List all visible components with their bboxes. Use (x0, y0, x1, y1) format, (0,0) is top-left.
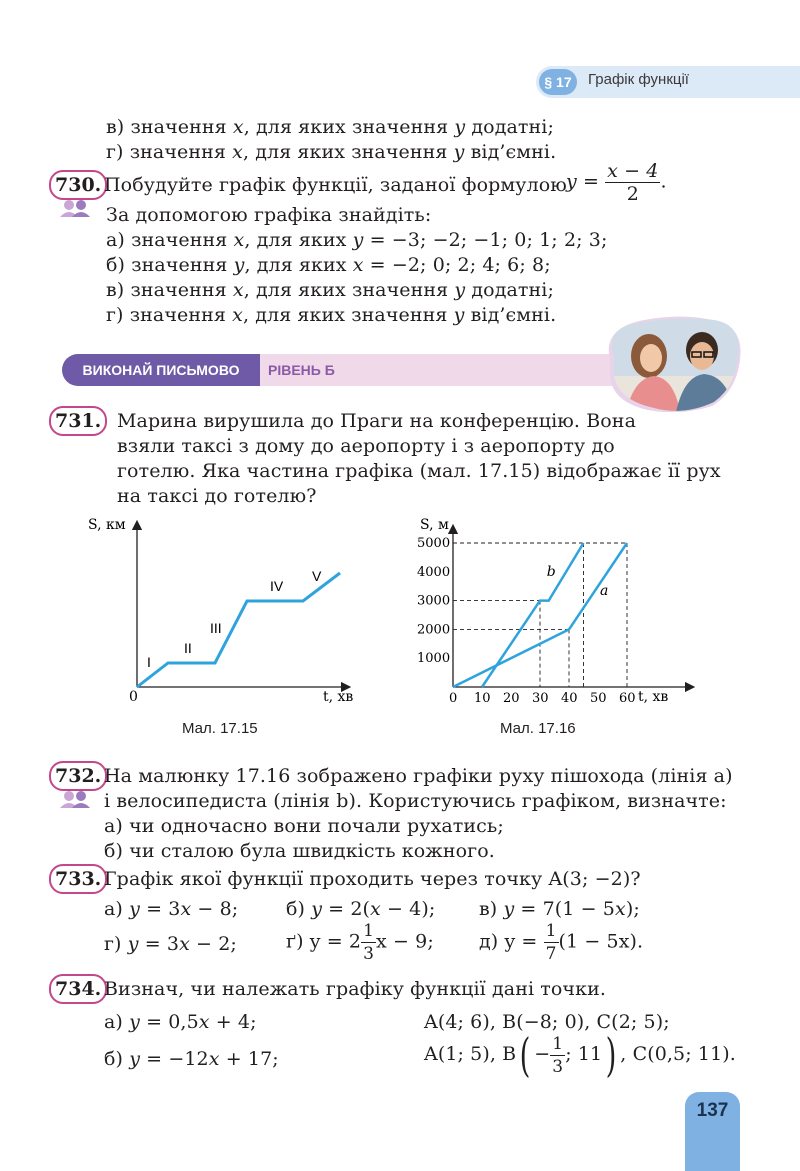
chart2-x-tick: 20 (503, 691, 520, 706)
problem-731-line3: готелю. Яка частина графіка (мал. 17.15) відображає її рух (117, 460, 721, 482)
b-numerator: 1 (552, 1033, 564, 1054)
problem-number-734: 734. (49, 974, 107, 1004)
section-badge: § 17 (539, 69, 577, 95)
problem-733-text: Графік якої функції проходить через точку A(3; −2)? (104, 868, 641, 890)
chart1-origin: 0 (129, 689, 138, 705)
d-suffix: (1 − 5x). (558, 930, 644, 953)
formula-lhs: y = (566, 170, 599, 193)
problem-730-sub: За допомогою графіка знайдіть: (106, 204, 432, 226)
caption-17-15-text: Мал. 17.15 (182, 720, 258, 737)
chart2-y-label: S, м (420, 517, 449, 533)
problem-732-a: а) чи одночасно вони почали рухатись; (104, 815, 504, 837)
problem-733-a: а) y = 3x − 8; (104, 898, 239, 920)
chart2-y-tick: 5000 (417, 536, 451, 551)
chart1-segment-3: III (210, 620, 222, 636)
problem-734-b-points: A(1; 5), B( − $\frac{1}{3}$ ; 11) , C(0,5; 11). (424, 1028, 736, 1082)
chart2-x-tick: 40 (561, 691, 578, 706)
gg-suffix: x − 9; (376, 930, 434, 953)
problem-730-g: г) значення x, для яких значення y від’ємні. (106, 304, 557, 326)
chart2-y-tick: 4000 (417, 564, 451, 580)
gg-prefix: ґ) y = 2 (286, 930, 362, 953)
pair-work-icon-2 (58, 788, 94, 810)
problem-number-731: 731. (49, 406, 107, 436)
caption-17-16-text: Мал. 17.16 (500, 720, 576, 737)
problem-731-line1: Марина вирушила до Праги на конференцію. Вона (117, 410, 637, 432)
chart-17-15 (80, 515, 380, 725)
problem-732-line1: На малюнку 17.16 зображено графіки руху пішохода (лінія a) (104, 765, 733, 787)
chart2-y-tick: 2000 (417, 622, 451, 638)
problem-731-line4: на таксі до готелю? (117, 485, 317, 507)
b-denominator: 3 (552, 1056, 564, 1077)
d-numerator: 1 (545, 921, 557, 941)
intro-line-v: в) значення x, для яких значення y додатні; (106, 116, 554, 138)
pair-work-icon (58, 197, 94, 219)
problem-730-a: а) значення x, для яких y = −3; −2; −1; 0; 1; 2; 3; (106, 229, 608, 251)
d-prefix: д) y = (479, 930, 538, 953)
chart2-x-tick: 50 (590, 691, 607, 706)
chart1-segment-1: I (147, 654, 151, 670)
chart2-x-tick: 10 (474, 691, 491, 706)
chart1-segment-2: II (184, 640, 192, 656)
caption-17-16 (500, 720, 576, 737)
chart2-x-tick: 0 (449, 691, 458, 706)
problem-number-733: 733. (49, 864, 107, 894)
chart-17-16 (400, 515, 700, 715)
chart2-label-a: a (600, 582, 609, 599)
chart1-route-line (137, 573, 340, 687)
problem-734-a-points: A(4; 6), B(−8; 0), C(2; 5); (424, 1011, 670, 1033)
problem-733-g: г) y = 3x − 2; (104, 933, 237, 955)
chart2-x-tick: 30 (532, 691, 549, 706)
formula-end: . (660, 170, 667, 193)
problem-730-b: б) значення y, для яких x = −2; 0; 2; 4; 6; 8; (106, 254, 551, 276)
problem-730-formula (566, 160, 667, 205)
gg-denominator: 3 (363, 944, 375, 964)
problem-732-line2: і велосипедиста (лінія b). Користуючись графіком, визначте: (104, 790, 727, 812)
students-photo (604, 316, 742, 412)
problem-733-d (479, 920, 643, 965)
formula-fraction (605, 160, 660, 205)
chart2-label-b: b (546, 563, 556, 580)
b-points-post: , C(0,5; 11). (620, 1043, 736, 1065)
problem-732-b: б) чи сталою була швидкість кожного. (104, 840, 495, 862)
gg-numerator: 1 (363, 921, 375, 941)
chart2-line-b (482, 543, 584, 687)
b-after: ; 11 (565, 1043, 603, 1065)
banner-task-type: ВИКОНАЙ ПИСЬМОВО (62, 354, 260, 386)
b-points-pre: A(1; 5), B (424, 1043, 517, 1065)
banner-level: РІВЕНЬ Б (260, 354, 660, 386)
chart2-x-tick: 60 (619, 691, 636, 706)
section-title: Графік функції (588, 71, 689, 88)
chart2-y-tick: 3000 (417, 593, 451, 609)
chart2-y-tick: 1000 (417, 651, 451, 667)
b-minus: − (534, 1043, 551, 1065)
problem-number-732: 732. (49, 761, 107, 791)
chart1-x-label: t, хв (323, 689, 354, 705)
problem-734-b-func: б) y = −12x + 17; (104, 1048, 279, 1070)
chart1-y-label: S, км (88, 517, 126, 533)
problem-733-v: в) y = 7(1 − 5x); (479, 898, 640, 920)
intro-line-g: г) значення x, для яких значення y від’ємні. (106, 141, 557, 163)
problem-733-gg (286, 920, 434, 965)
problem-730-v: в) значення x, для яких значення y додатні; (106, 279, 554, 301)
problem-730-text: Побудуйте графік функції, заданої формулою (104, 174, 567, 196)
problem-733-b: б) y = 2(x − 4); (286, 898, 436, 920)
chart1-segment-5: V (312, 568, 322, 584)
formula-numerator: x − 4 (607, 160, 659, 182)
chart1-segment-4: IV (270, 578, 284, 594)
formula-denominator: 2 (626, 183, 639, 205)
page-number: 137 (696, 1100, 729, 1121)
problem-734-a-func: а) y = 0,5x + 4; (104, 1011, 257, 1033)
problem-734-text: Визнач, чи належать графіку функції дані точки. (104, 978, 606, 1000)
problem-number-730: 730. (49, 170, 107, 200)
chart2-x-label: t, хв (638, 689, 669, 705)
caption-17-15 (182, 720, 258, 737)
problem-731-line2: взяли таксі з дому до аеропорту і з аеропорту до (117, 435, 615, 457)
d-denominator: 7 (545, 944, 557, 964)
